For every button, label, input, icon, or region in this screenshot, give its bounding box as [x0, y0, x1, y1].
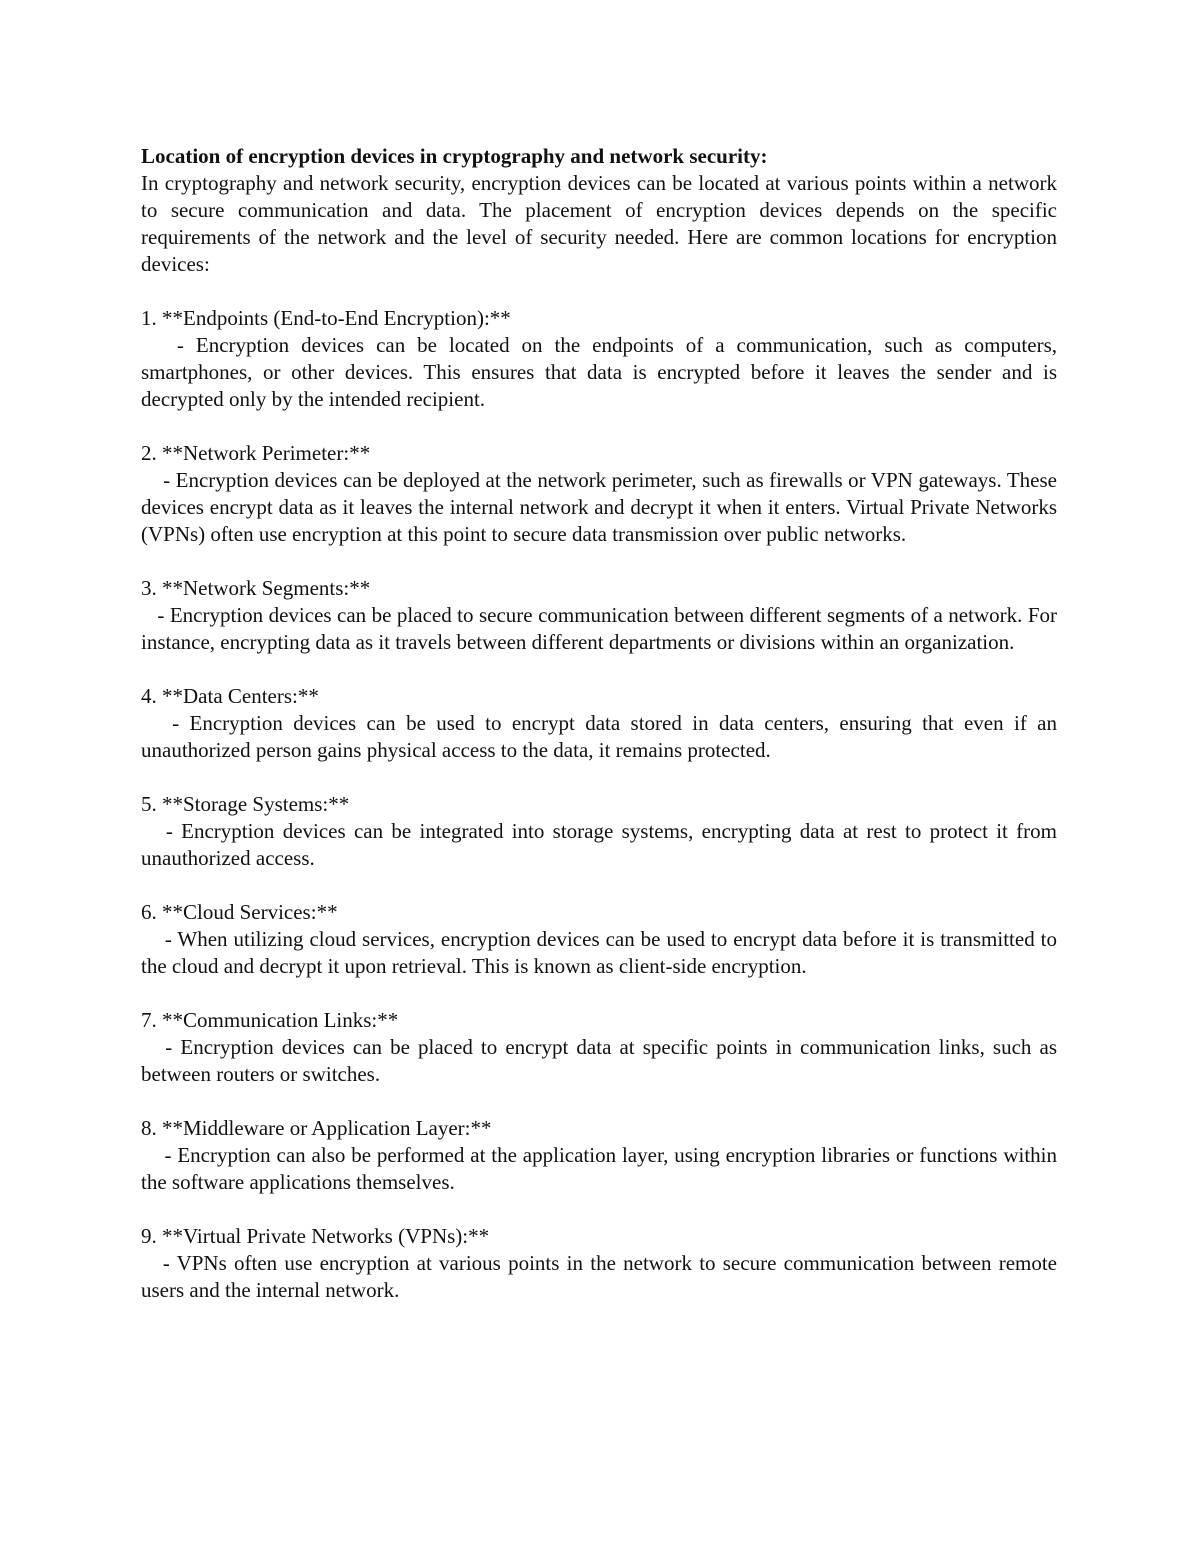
item-heading: 7. **Communication Links:**	[141, 1008, 399, 1032]
intro-paragraph: In cryptography and network security, encryption devices can be located at various points within a network to secure communication and data. The placement of encryption devices depends on the specific requirements of the network and the level of security needed. Here are common locations for encryption devices:	[141, 171, 1057, 276]
list-item	[141, 1223, 1057, 1304]
item-body: - Encryption devices can be used to encrypt data stored in data centers, ensuring that even if an unauthorized person gains physical access to the data, it remains protected.	[141, 711, 1058, 762]
item-body: - Encryption devices can be placed to encrypt data at specific points in communication links, such as between routers or switches.	[141, 1035, 1058, 1086]
list-item	[141, 305, 1057, 413]
item-heading: 6. **Cloud Services:**	[141, 900, 338, 924]
list-item	[141, 1007, 1057, 1088]
list-item	[141, 1115, 1057, 1196]
item-heading: 1. **Endpoints (End-to-End Encryption):**	[141, 306, 511, 330]
list-item	[141, 575, 1057, 656]
item-heading: 5. **Storage Systems:**	[141, 792, 350, 816]
item-body: - Encryption devices can be located on the endpoints of a communication, such as computers, smartphones, or other devices. This ensures that data is encrypted before it leaves the sender and is decrypted only by the intended recipient.	[141, 333, 1057, 411]
item-body: - When utilizing cloud services, encryption devices can be used to encrypt data before it is transmitted to the cloud and decrypt it upon retrieval. This is known as client-side encryption.	[141, 927, 1057, 978]
item-heading: 8. **Middleware or Application Layer:**	[141, 1116, 492, 1140]
item-body: - Encryption can also be performed at the application layer, using encryption libraries or functions within the software applications themselves.	[141, 1143, 1057, 1194]
item-body: - Encryption devices can be placed to secure communication between different segments of a network. For instance, encrypting data as it travels between different departments or divisions within an organization.	[141, 603, 1057, 654]
item-heading: 9. **Virtual Private Networks (VPNs):**	[141, 1224, 490, 1248]
list-item	[141, 899, 1057, 980]
list-item	[141, 440, 1057, 548]
item-heading: 2. **Network Perimeter:**	[141, 441, 371, 465]
item-body: - Encryption devices can be integrated into storage systems, encrypting data at rest to protect it from unauthorized access.	[141, 819, 1057, 870]
item-heading: 3. **Network Segments:**	[141, 576, 371, 600]
item-body: - Encryption devices can be deployed at the network perimeter, such as firewalls or VPN gateways. These devices encrypt data as it leaves the internal network and decrypt it when it enters. Virtual Private Networks (VPNs) often use encryption at this point to secure data transmission over public networks.	[141, 468, 1057, 546]
item-heading: 4. **Data Centers:**	[141, 684, 319, 708]
document-page	[141, 143, 1057, 1304]
document-title: Location of encryption devices in cryptography and network security:	[141, 144, 768, 168]
list-item	[141, 683, 1057, 764]
list-item	[141, 791, 1057, 872]
item-body: - VPNs often use encryption at various points in the network to secure communication between remote users and the internal network.	[141, 1251, 1057, 1302]
